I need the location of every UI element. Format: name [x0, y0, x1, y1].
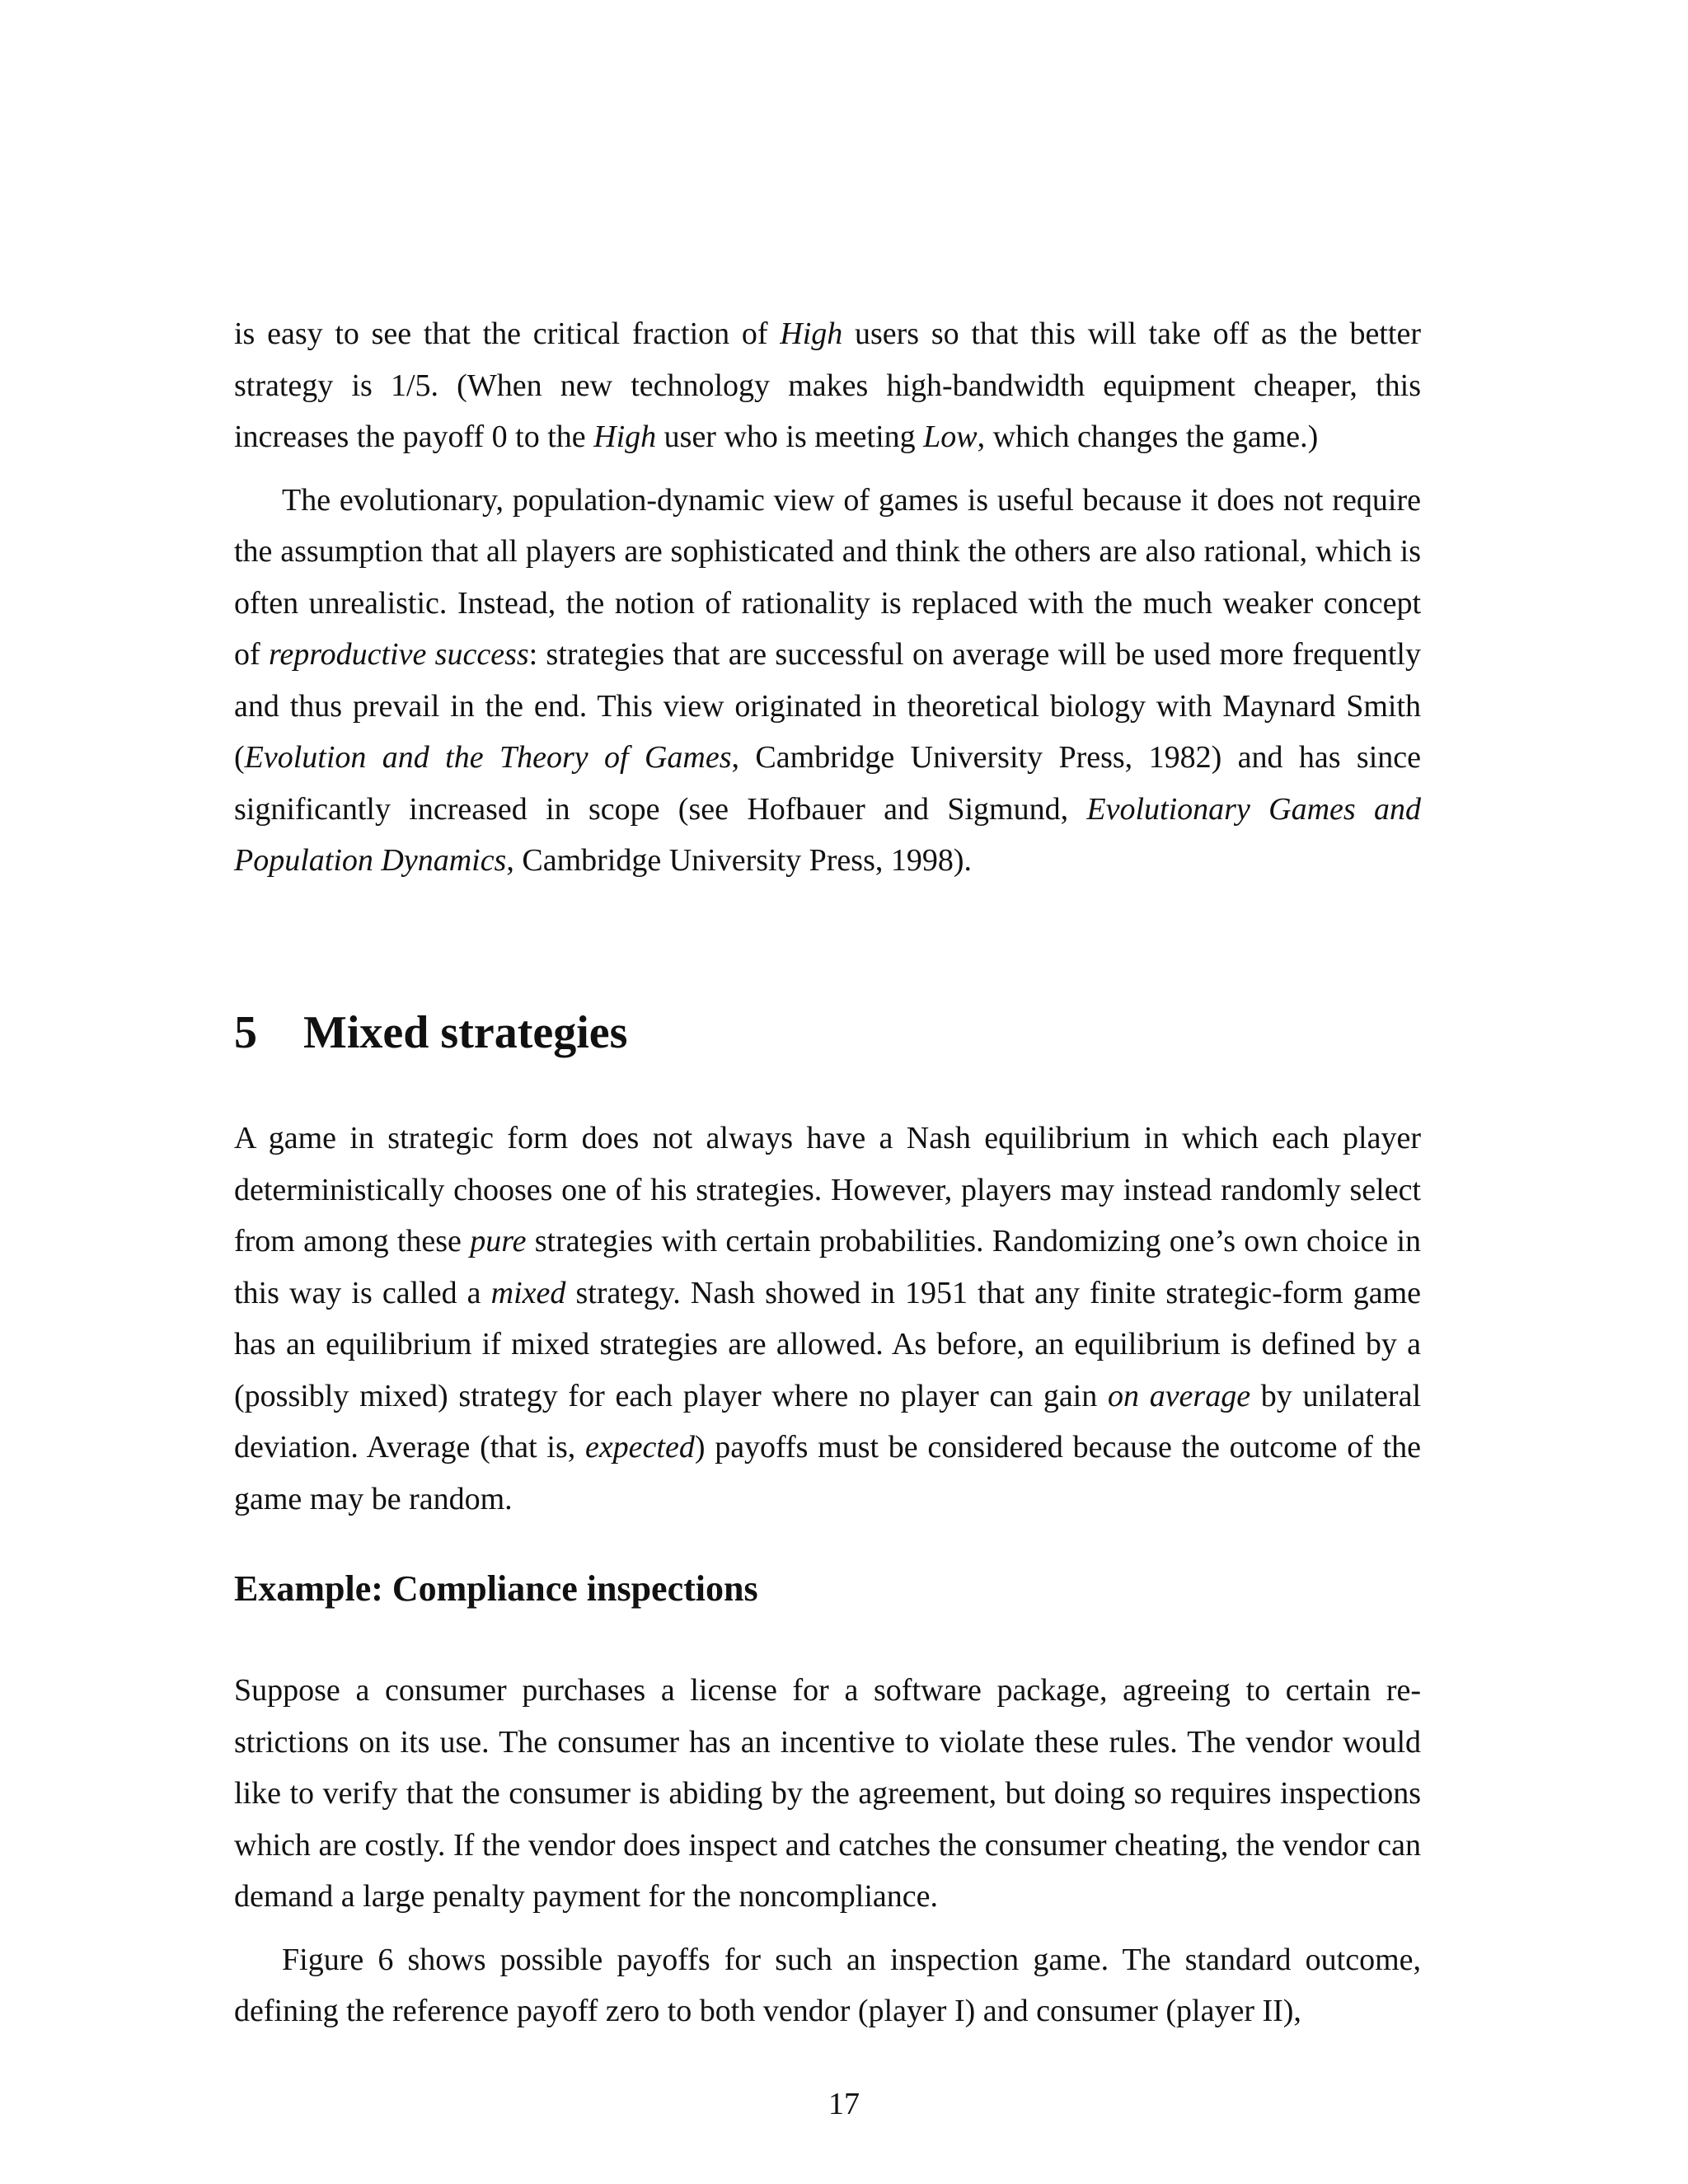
emphasis-text: pure	[470, 1224, 527, 1258]
text-run: ) payoffs must be considered because the outcome of the game may be random.	[234, 1430, 1421, 1516]
text-run: : strategies that are successful on average will be used more frequently and thus prevail in the end. This view originated in theoretical biology with Maynard Smith (	[234, 637, 1421, 775]
emphasis-text: mixed	[490, 1275, 566, 1310]
emphasis-text: Low	[923, 419, 978, 454]
emphasis-text: reproductive success	[269, 637, 529, 672]
paragraph-2	[234, 475, 1421, 887]
text-run: A game in strategic form does not always have a Nash equilibrium in which each player deterministically chooses one of his strategies. However, players may instead randomly select from among these	[234, 1121, 1421, 1258]
text-run: by unilateral deviation. Average (that is,	[234, 1378, 1421, 1465]
paragraph-5	[234, 1934, 1421, 2037]
text-run: strategy. Nash showed in 1951 that any finite strategic-form game has an equilibrium if mixed strategies are allowed. As before, an equilibrium is defined by a (possibly mixed) strategy for each player where no player can gain	[234, 1275, 1422, 1413]
text-run: is easy to see that the critical fraction of	[234, 316, 781, 351]
text-run: strategies with certain probabilities. Randomizing one’s own choice in this way is called a	[234, 1224, 1421, 1310]
top-text-block	[234, 308, 1421, 887]
section-number: 5	[234, 1007, 257, 1058]
section-text-block	[234, 1113, 1421, 1525]
text-run: users so that this will take off as the better strategy is 1/5. (When new technology makes high-bandwidth equipment cheaper, this increases the payoff 0 to the	[234, 316, 1421, 454]
paragraph-3	[234, 1113, 1421, 1525]
emphasis-text: High	[780, 316, 843, 351]
text-run: , Cambridge University Press, 1982) and has since significantly increased in scope (see Hofbauer and Sigmund,	[234, 740, 1421, 827]
page-number: 17	[828, 2087, 860, 2121]
text-run: Suppose a consumer purchases a license for a software package, agreeing to certain restrictions on its use. The consumer has an incentive to violate these rules. The vendor would like to verify that the consumer is abiding by the agreement, but doing so requires inspections which are costly. If the vendor does inspect and catches the consumer cheating, the vendor can demand a large penalty payment for the noncompliance.	[234, 1673, 1421, 1914]
emphasis-text: on average	[1107, 1378, 1251, 1413]
emphasis-text: Evolutionary Games and Population Dynamics	[234, 791, 1422, 878]
paragraph-1	[234, 308, 1421, 463]
section-title: Mixed strategies	[303, 1007, 628, 1058]
text-run: The evolutionary, population-dynamic view of games is useful because it does not require the assumption that all players are sophisticated and think the others are also rational, which is often unrealistic. Instead, the notion of rationality is replaced with the much weaker concept of	[234, 482, 1421, 672]
text-run: Figure 6 shows possible payoffs for such an inspection game. The standard outcome, defining the reference payoff zero to both vendor (player I) and consumer (player II),	[234, 1942, 1421, 2028]
text-run: , which changes the game.)	[977, 419, 1319, 454]
section-heading	[234, 1004, 627, 1062]
paragraph-4	[234, 1665, 1421, 1923]
text-run: user who is meeting	[656, 419, 924, 454]
emphasis-text: Evolution and the Theory of Games	[244, 740, 732, 775]
emphasis-text: expected	[584, 1430, 695, 1465]
emphasis-text: High	[593, 419, 657, 454]
text-run: , Cambridge University Press, 1998).	[506, 843, 973, 878]
subsection-heading: Example: Compliance inspections	[234, 1568, 758, 1609]
subsection-text-block	[234, 1665, 1421, 2037]
